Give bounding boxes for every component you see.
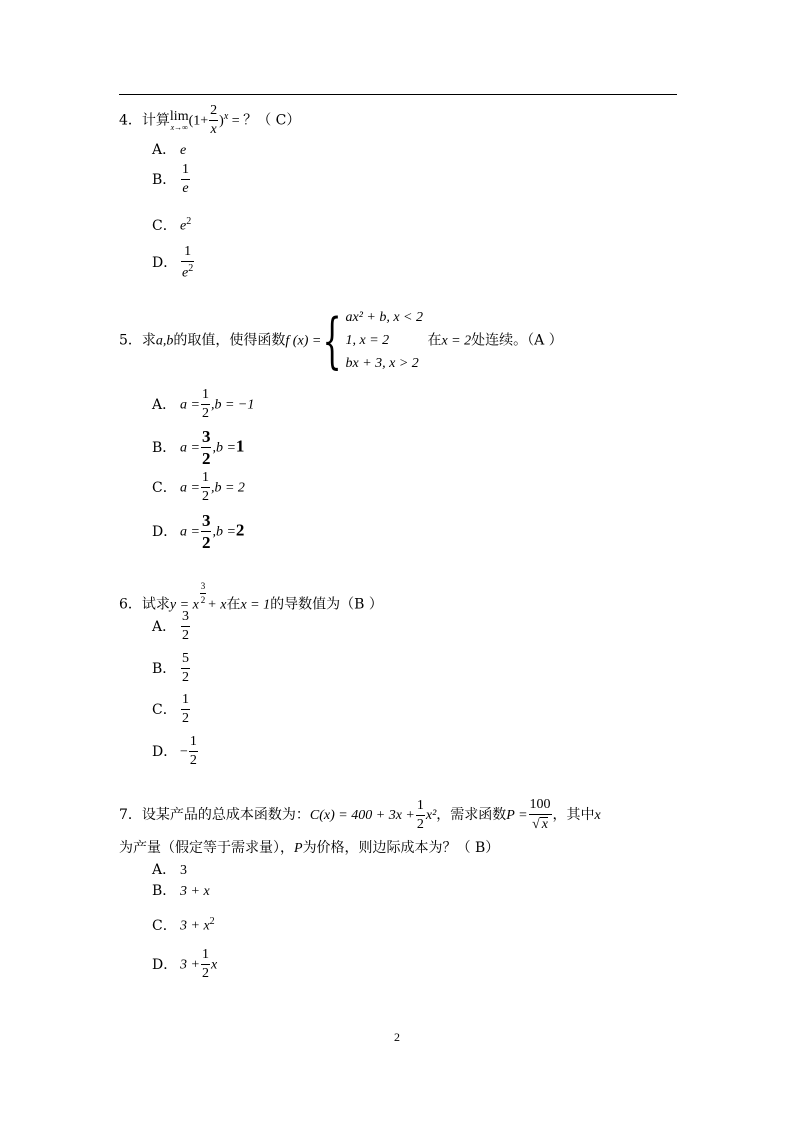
option-d: D． a = $\frac{3}{2}$ ,b =2 bbox=[152, 511, 245, 552]
option-b: B． $\frac{1}{e}$ bbox=[152, 162, 189, 196]
question-7: 7．设某产品的总成本函数为：C(x) = 400 + 3x + $\frac{1}{2}$ x²，需求函数P = $\frac{100}{√ x}$ ，其中x bbox=[119, 797, 601, 832]
answer-key: （B ） bbox=[340, 596, 383, 613]
option-d: D． − $\frac{1}{2}$ bbox=[152, 734, 197, 768]
question-number: 7． bbox=[119, 807, 142, 823]
header-rule bbox=[119, 94, 677, 95]
question-4: 4．计算lim x→∞ (1+ $\frac{2}{x}$ )$^x$ = ？（ C） bbox=[119, 103, 301, 137]
limit-operator: lim x→∞ bbox=[169, 108, 189, 132]
fraction: $\frac{1}{e^2}$ bbox=[182, 244, 194, 281]
fraction: $\frac{2}{x}$ bbox=[210, 103, 218, 137]
question-6: 6．试求y = x $\frac{3}{2}$ + x在x = 1的导数值为（B ） bbox=[119, 581, 383, 613]
exponent-fraction: $\frac{3}{2}$ bbox=[200, 581, 206, 605]
left-brace: { bbox=[322, 305, 342, 376]
question-number: 4． bbox=[119, 112, 142, 129]
question-number: 6． bbox=[119, 596, 142, 613]
fraction: $\frac{1}{2}$ bbox=[201, 387, 209, 421]
fraction: $\frac{1}{2}$ bbox=[182, 692, 189, 726]
option-a: A． 3 bbox=[152, 862, 187, 878]
page-number: 2 bbox=[394, 1030, 400, 1044]
option-b: B． $\frac{5}{2}$ bbox=[152, 651, 189, 685]
answer-key: （ B） bbox=[456, 840, 500, 856]
option-a: A． e bbox=[152, 142, 187, 158]
question-number: 5． bbox=[119, 332, 142, 349]
fraction: $\frac{1}{2}$ bbox=[416, 797, 424, 832]
fraction: $\frac{1}{2}$ bbox=[189, 734, 197, 768]
sqrt-symbol: √ bbox=[532, 817, 540, 832]
fraction: $\frac{1}{2}$ bbox=[201, 947, 209, 981]
option-c: C． a = $\frac{1}{2}$ ,b = 2 bbox=[152, 470, 245, 504]
option-d: D． 3 + $\frac{1}{2}$ x bbox=[152, 947, 218, 981]
option-c: C． $e^2$ bbox=[152, 216, 192, 234]
fraction: $\frac{3}{2}$ bbox=[182, 609, 189, 643]
option-b: B． a = $\frac{3}{2}$ ,b =1 bbox=[152, 427, 245, 468]
option-c: C． $3 + x^2$ bbox=[152, 916, 215, 934]
fraction: $\frac{3}{2}$ bbox=[201, 511, 211, 552]
fraction: $\frac{3}{2}$ bbox=[201, 427, 211, 468]
piecewise-cases: ax² + b, x < 2 1, x = 2 bx + 3, x > 2 bbox=[345, 310, 424, 371]
option-d: D． $\frac{1}{e^2}$ bbox=[152, 244, 194, 281]
answer-key: （ C） bbox=[257, 112, 301, 129]
question-5: 5．求a,b的取值，使得函数f (x) ={ ax² + b, x < 2 1, x = 2 bx + 3, x > 2 在x = 2处连续。（A ） bbox=[119, 305, 563, 376]
option-c: C． $\frac{1}{2}$ bbox=[152, 692, 189, 726]
option-a: A． a = $\frac{1}{2}$ ,b = −1 bbox=[152, 387, 255, 421]
fraction: $\frac{1}{2}$ bbox=[201, 470, 209, 504]
fraction: $\frac{1}{e}$ bbox=[182, 162, 189, 196]
fraction: $\frac{100}{√ x}$ bbox=[529, 797, 551, 832]
question-stem-text: 计算 bbox=[141, 112, 170, 129]
option-b: B． 3 + x bbox=[152, 883, 210, 899]
option-a: A． $\frac{3}{2}$ bbox=[152, 609, 189, 643]
fraction: $\frac{5}{2}$ bbox=[182, 651, 189, 685]
question-7-line2: 为产量（假定等于需求量），P为价格，则边际成本为？（ B） bbox=[119, 840, 500, 856]
answer-key: （A ） bbox=[527, 332, 563, 349]
